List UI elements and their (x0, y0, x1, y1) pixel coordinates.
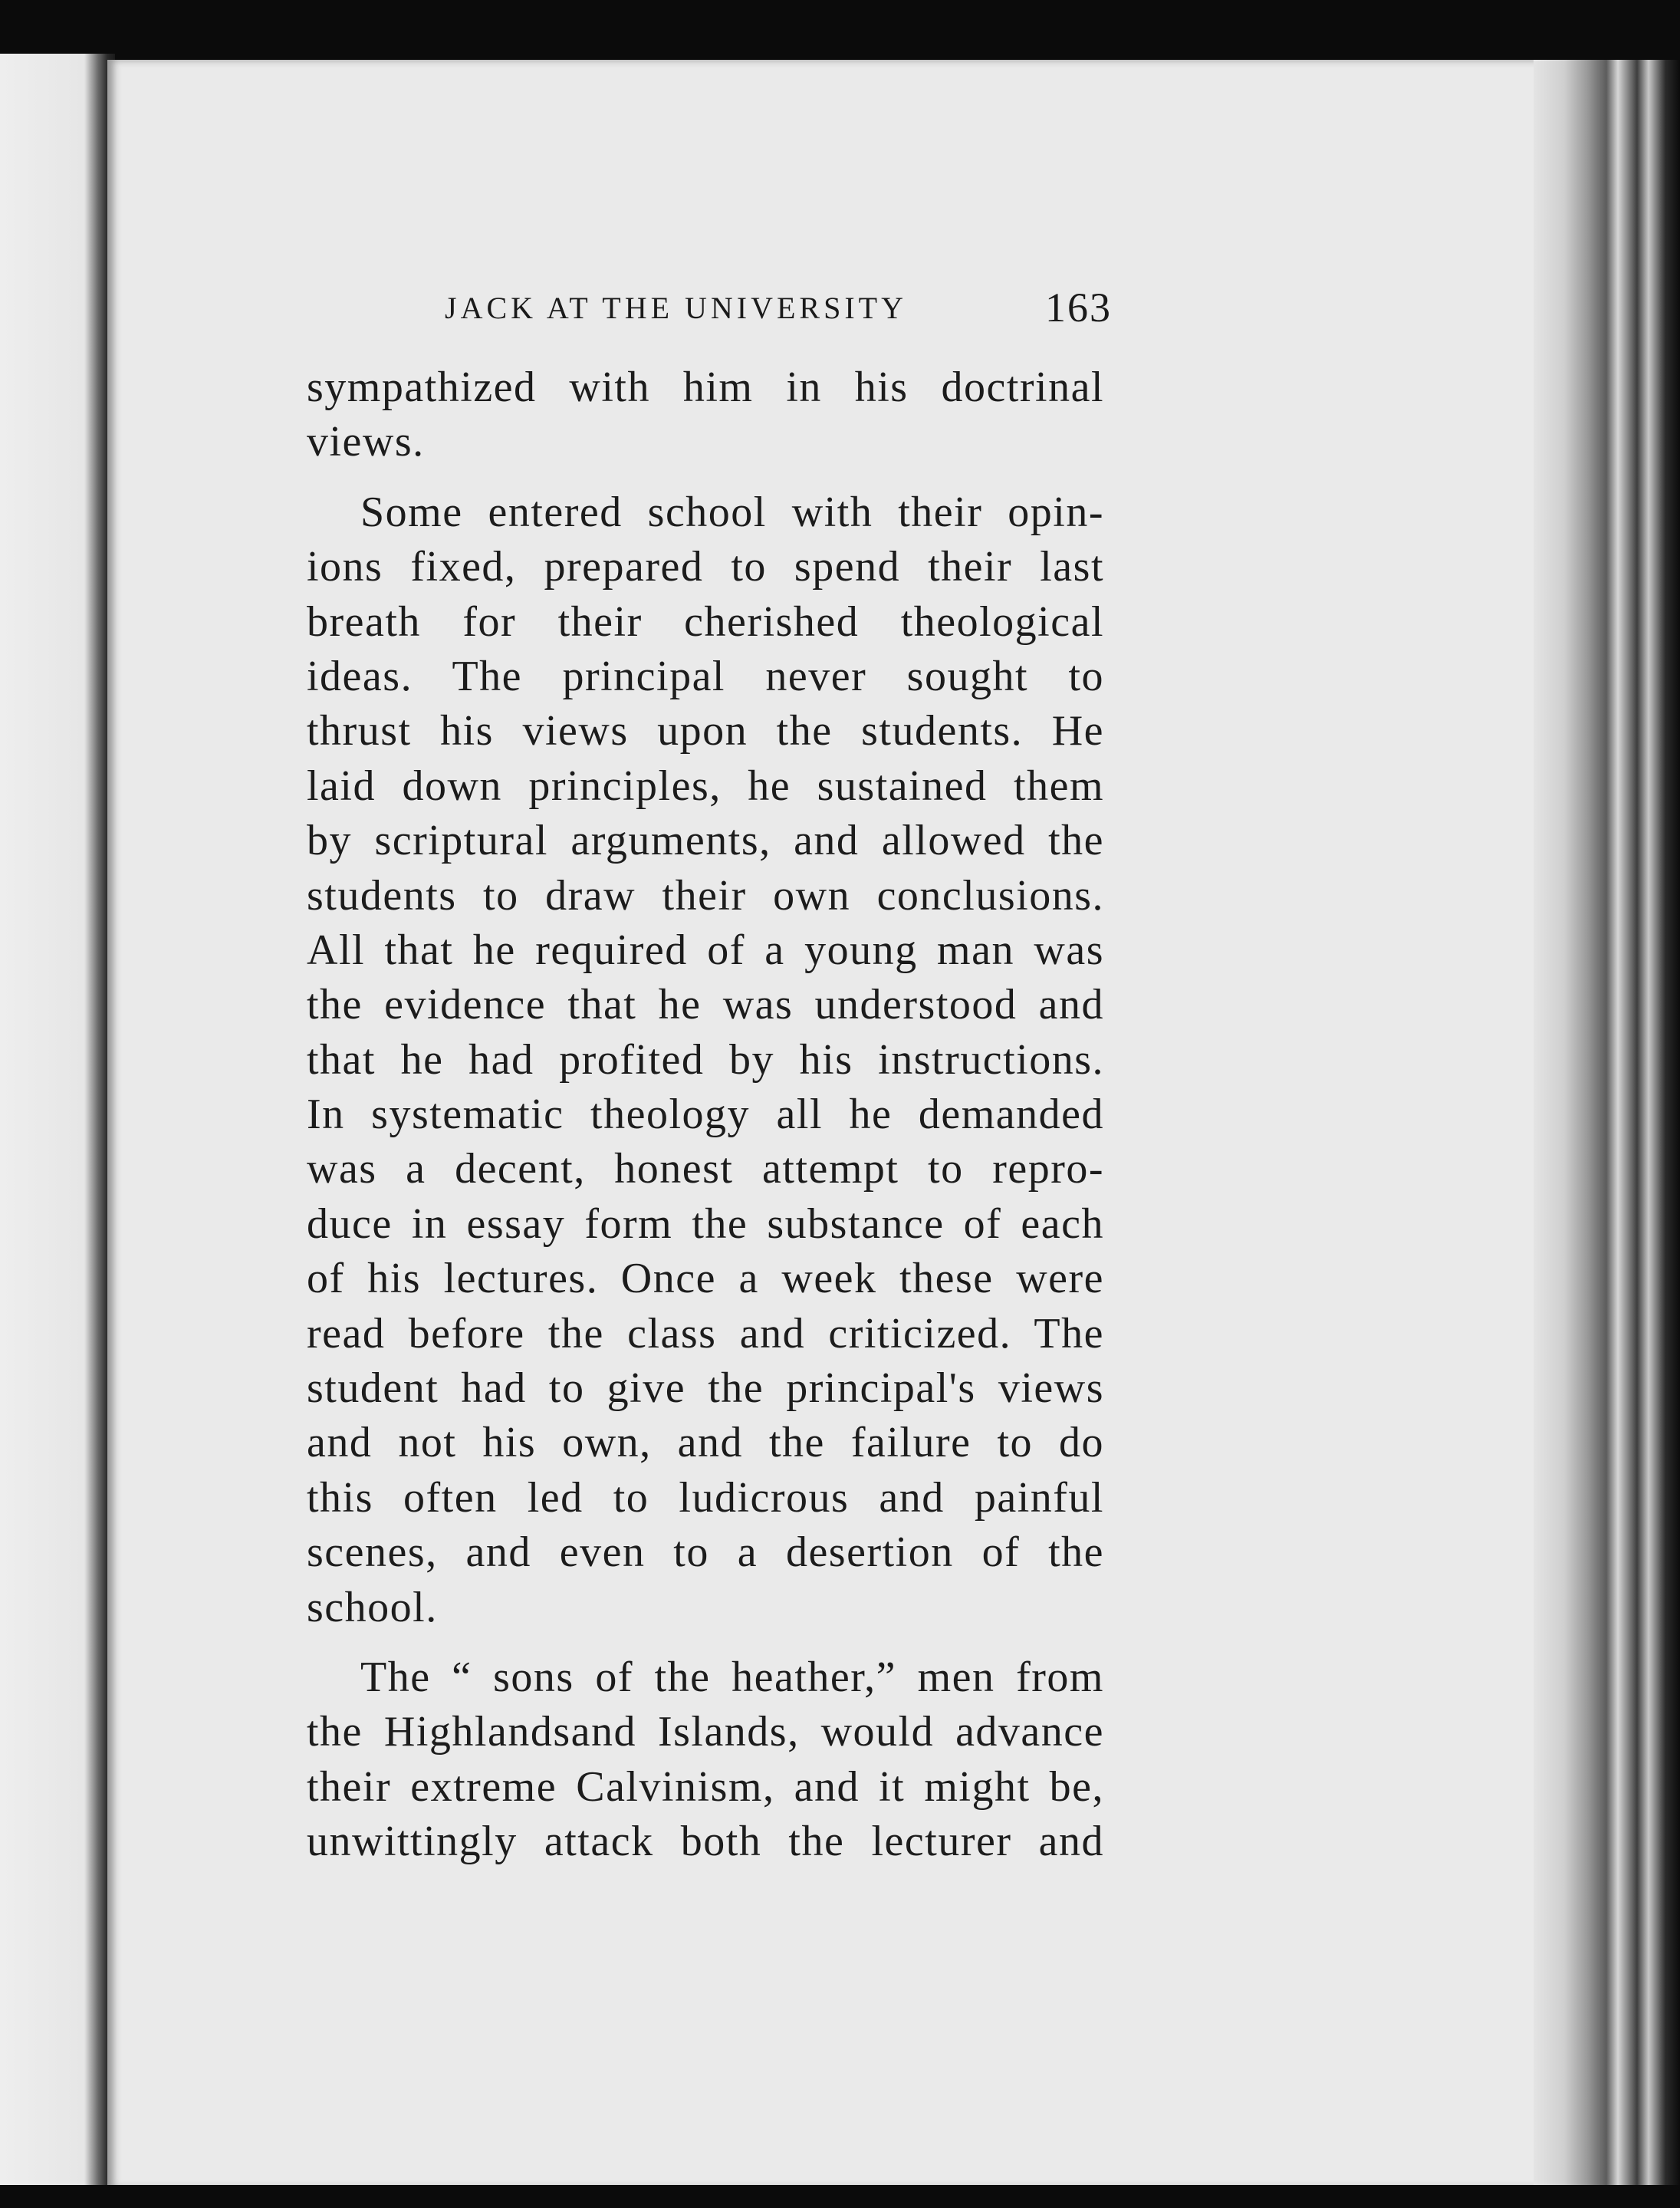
text-line: ideas. The principal never sought to (307, 652, 1104, 700)
text-line: their extreme Calvinism, and it might be, (307, 1762, 1104, 1811)
text-line: thrust his views upon the students. He (307, 707, 1104, 755)
text-line: by scriptural arguments, and allowed the (307, 817, 1104, 865)
text-line: views. (307, 418, 425, 466)
text-line: All that he required of a young man was (307, 926, 1104, 974)
facing-page-edge (0, 54, 115, 2193)
body-text (307, 360, 1104, 1870)
text-line: student had to give the principal's views (307, 1364, 1104, 1413)
text-line: sympathized with him in his doctrinal (307, 364, 1104, 411)
text-line: ions fixed, prepared to spend their last (307, 543, 1104, 591)
text-line: scenes, and even to a desertion of the (307, 1528, 1104, 1577)
text-line: of his lectures. Once a week these were (307, 1255, 1104, 1303)
text-line: that he had profited by his instructions. (307, 1035, 1104, 1084)
text-line: this often led to ludicrous and painful (307, 1473, 1104, 1522)
running-title: JACK AT THE UNIVERSITY (445, 291, 907, 325)
text-line: the Highlandsand Islands, would advance (307, 1708, 1104, 1756)
text-line: breath for their cherished theological (307, 597, 1104, 646)
text-line: read before the class and criticized. The (307, 1309, 1104, 1357)
page-header (445, 285, 1112, 351)
text-line: the evidence that he was understood and (307, 981, 1104, 1029)
text-line: laid down principles, he sustained them (307, 762, 1104, 810)
text-line: unwittingly attack both the lecturer and (307, 1818, 1104, 1866)
text-line: In systematic theology all he demanded (307, 1091, 1104, 1139)
text-line: Some entered school with their opin- (360, 488, 1104, 536)
bottom-border (0, 2185, 1680, 2208)
text-line: school. (307, 1583, 438, 1631)
text-line: The “ sons of the heather,” men from (360, 1653, 1104, 1701)
text-line: students to draw their own conclusions. (307, 871, 1104, 920)
text-line: was a decent, honest attempt to repro- (307, 1145, 1104, 1193)
page-number: 163 (1045, 285, 1112, 331)
text-line: duce in essay form the substance of each (307, 1199, 1104, 1248)
page-stack-edge (1534, 60, 1680, 2188)
text-line: and not his own, and the failure to do (307, 1419, 1104, 1467)
